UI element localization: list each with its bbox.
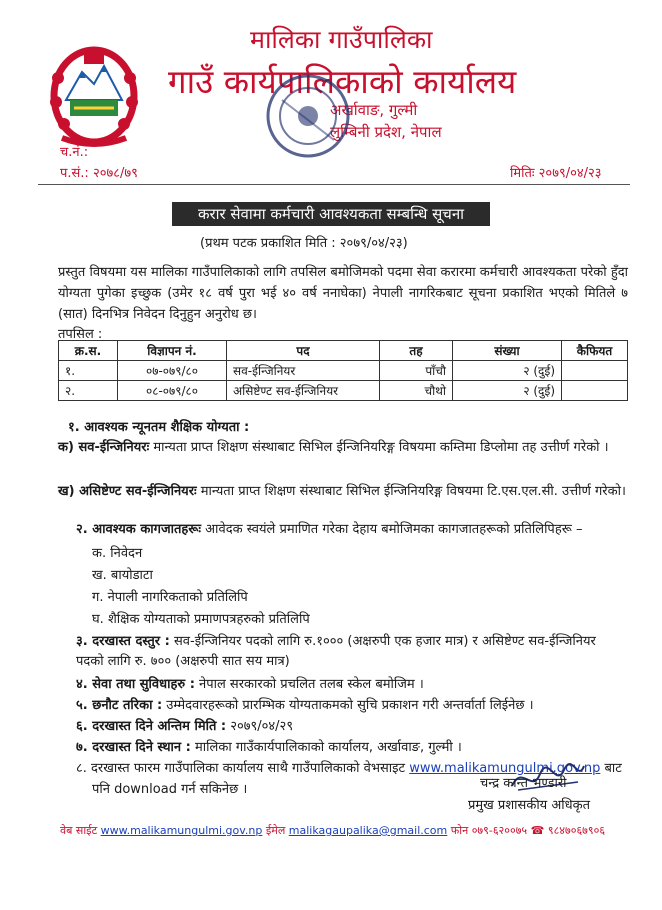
footer-email-link[interactable]: malikagaupalika@gmail.com <box>288 824 448 837</box>
req-5-label: ५. छनौट तरिका : <box>76 698 163 713</box>
cell-count: २ (दुई) <box>453 361 562 381</box>
req-1a-label: क) सव-ईन्जिनियरः <box>58 440 150 455</box>
cell-remarks <box>562 381 628 401</box>
req-4-label: ४. सेवा तथा सुविधाहरु : <box>76 677 195 692</box>
req-8-text-b: बाट <box>600 761 622 776</box>
req-3 <box>76 632 596 672</box>
reference-pa-sa: प.सं.: २०७८/७९ <box>60 166 138 181</box>
doc-item: क. निवेदन <box>92 546 143 561</box>
cell-level: चौथो <box>380 381 453 401</box>
req-8-continued: पनि download गर्न सकिनेछ । <box>92 782 248 797</box>
cell-advert-no: ०८-०७९/८० <box>118 381 227 401</box>
col-header-advert-no: विज्ञापन नं. <box>118 341 227 361</box>
req-1b <box>58 482 628 502</box>
footer-phone: ०७९-६२००७५ <box>471 824 528 837</box>
signatory-name: चन्द्र कान्त भण्डारी <box>480 776 567 791</box>
req-7-text: मालिका गाउँकार्यपालिकाको कार्यालय, अर्खावाङ, गुल्मी । <box>190 740 462 755</box>
req-1b-label: ख) असिष्टेण्ट सव-ईन्जिनियरः <box>58 484 197 499</box>
letter-date: मितिः २०७९/०४/२३ <box>510 166 602 181</box>
cell-post: सव-ईन्जिनियर <box>227 361 380 381</box>
nepal-emblem-icon <box>44 38 144 150</box>
req-1a <box>58 438 628 458</box>
office-location: अर्खावाङ, गुल्मी <box>330 101 418 119</box>
req-5 <box>76 696 534 716</box>
positions-table <box>58 340 628 401</box>
website-link[interactable]: www.malikamungulmi.gov.np <box>409 761 601 776</box>
req-1-heading <box>68 418 249 438</box>
col-header-remarks: कैफियत <box>562 341 628 361</box>
signatory-title: प्रमुख प्रशासकीय अधिकृत <box>468 798 591 813</box>
cell-remarks <box>562 361 628 381</box>
req-2-text: आवेदक स्वयंले प्रमाणित गरेका देहाय बमोजिमका कागजातहरूको प्रतिलिपिहरू – <box>201 522 583 537</box>
cell-post: असिष्टेण्ट सव-ईन्जिनियर <box>227 381 380 401</box>
req-8-text-a: ८. दरखास्त फारम गाउँपालिका कार्यालय साथै गाउँपालिकाको वेभसाइट <box>76 761 410 776</box>
notice-title: करार सेवामा कर्मचारी आवश्यकता सम्बन्धि सूचना <box>172 202 490 226</box>
footer-website-link[interactable]: www.malikamungulmi.gov.np <box>100 824 263 837</box>
req-2 <box>76 520 628 540</box>
footer-email-label: ईमेल <box>265 824 286 837</box>
cell-level: पाँचौ <box>380 361 453 381</box>
doc-item: ग. नेपाली नागरिकताको प्रतिलिपि <box>92 590 248 605</box>
col-header-level: तह <box>380 341 453 361</box>
notice-subtitle: (प्रथम पटक प्रकाशित मिति : २०७९/०४/२३) <box>200 236 408 251</box>
table-row <box>59 381 628 401</box>
req-3-label: ३. दरखास्त दस्तुर : <box>76 634 170 649</box>
office-name: गाउँ कार्यपालिकाको कार्यालय <box>168 62 517 101</box>
notice-paragraph: प्रस्तुत विषयमा यस मालिका गाउँपालिकाको लागि तपसिल बमोजिमको पदमा सेवा करारमा कर्मचारी आवश्यकता परेको हुँदा योग्यता पुगेका इच्छुक (उमेर १८ वर्ष पुरा भई ४० वर्ष ननाघेका) नेपाली नागरिकबाट सूचना प्रकाशित भएको मितिले ७ (सात) दिनभित्र निवेदन दिनुहुन अनुरोध छ। <box>58 265 628 322</box>
col-header-sn: क्र.स. <box>59 341 118 361</box>
footer-contact <box>60 823 605 838</box>
req-1-heading-text: १. आवश्यक न्यूनतम शैक्षिक योग्यता : <box>68 420 250 435</box>
reference-cha-no: च.नं.: <box>60 145 89 160</box>
office-province: लुम्बिनी प्रदेश, नेपाल <box>330 123 442 141</box>
table-row <box>59 361 628 381</box>
footer-mobile: ☎ ९८४७०६७९०६ <box>530 824 606 837</box>
req-5-text: उम्मेदवारहरूको प्रारम्भिक योग्यताकमको सुचि प्रकाशन गरी अन्तर्वार्ता लिईनेछ । <box>162 698 534 713</box>
cell-sn: २. <box>59 381 118 401</box>
office-stamp-icon <box>262 70 354 162</box>
tapasil-label: तपसिल : <box>58 327 103 342</box>
municipality-name: मालिका गाउँपालिका <box>250 25 433 54</box>
req-2-label: २. आवश्यक कागजातहरूः <box>76 522 202 537</box>
cell-sn: १. <box>59 361 118 381</box>
table-header-row <box>59 341 628 361</box>
req-6-text: २०७९/०४/२९ <box>226 719 294 734</box>
header-divider <box>38 184 630 185</box>
req-4 <box>76 675 424 695</box>
req-6-label: ६. दरखास्त दिने अन्तिम मिति : <box>76 719 227 734</box>
req-7 <box>76 738 462 758</box>
footer-web-label: वेब साईट <box>60 824 98 837</box>
footer-phone-label: फोन <box>450 824 469 837</box>
req-3-text: सव-ईन्जिनियर पदको लागि रु.१००० (अक्षरुपी एक हजार मात्र) र असिष्टेण्ट सव-ईन्जिनियर पदको लागि रु. ७०० (अक्षरुपी सात सय मात्र) <box>76 634 596 669</box>
col-header-count: संख्या <box>453 341 562 361</box>
req-7-label: ७. दरखास्त दिने स्थान : <box>76 740 191 755</box>
col-header-post: पद <box>227 341 380 361</box>
req-1b-text: मान्यता प्राप्त शिक्षण संस्थाबाट सिभिल ईन्जिनियरिङ्ग विषयमा टि.एस.एल.सी. उत्तीर्ण गरेको। <box>196 484 626 499</box>
req-1a-text: मान्यता प्राप्त शिक्षण संस्थाबाट सिभिल ईन्जिनियरिङ्ग विषयमा कम्तिमा डिप्लोमा तह उत्तीर्ण गरेको । <box>149 440 609 455</box>
cell-advert-no: ०७-०७९/८० <box>118 361 227 381</box>
doc-item: ख. बायोडाटा <box>92 568 153 583</box>
doc-item: घ. शैक्षिक योग्यताको प्रमाणपत्रहरुको प्रतिलिपि <box>92 612 310 627</box>
cell-count: २ (दुई) <box>453 381 562 401</box>
req-4-text: नेपाल सरकारको प्रचलित तलब स्केल बमोजिम । <box>194 677 424 692</box>
req-6 <box>76 717 293 737</box>
